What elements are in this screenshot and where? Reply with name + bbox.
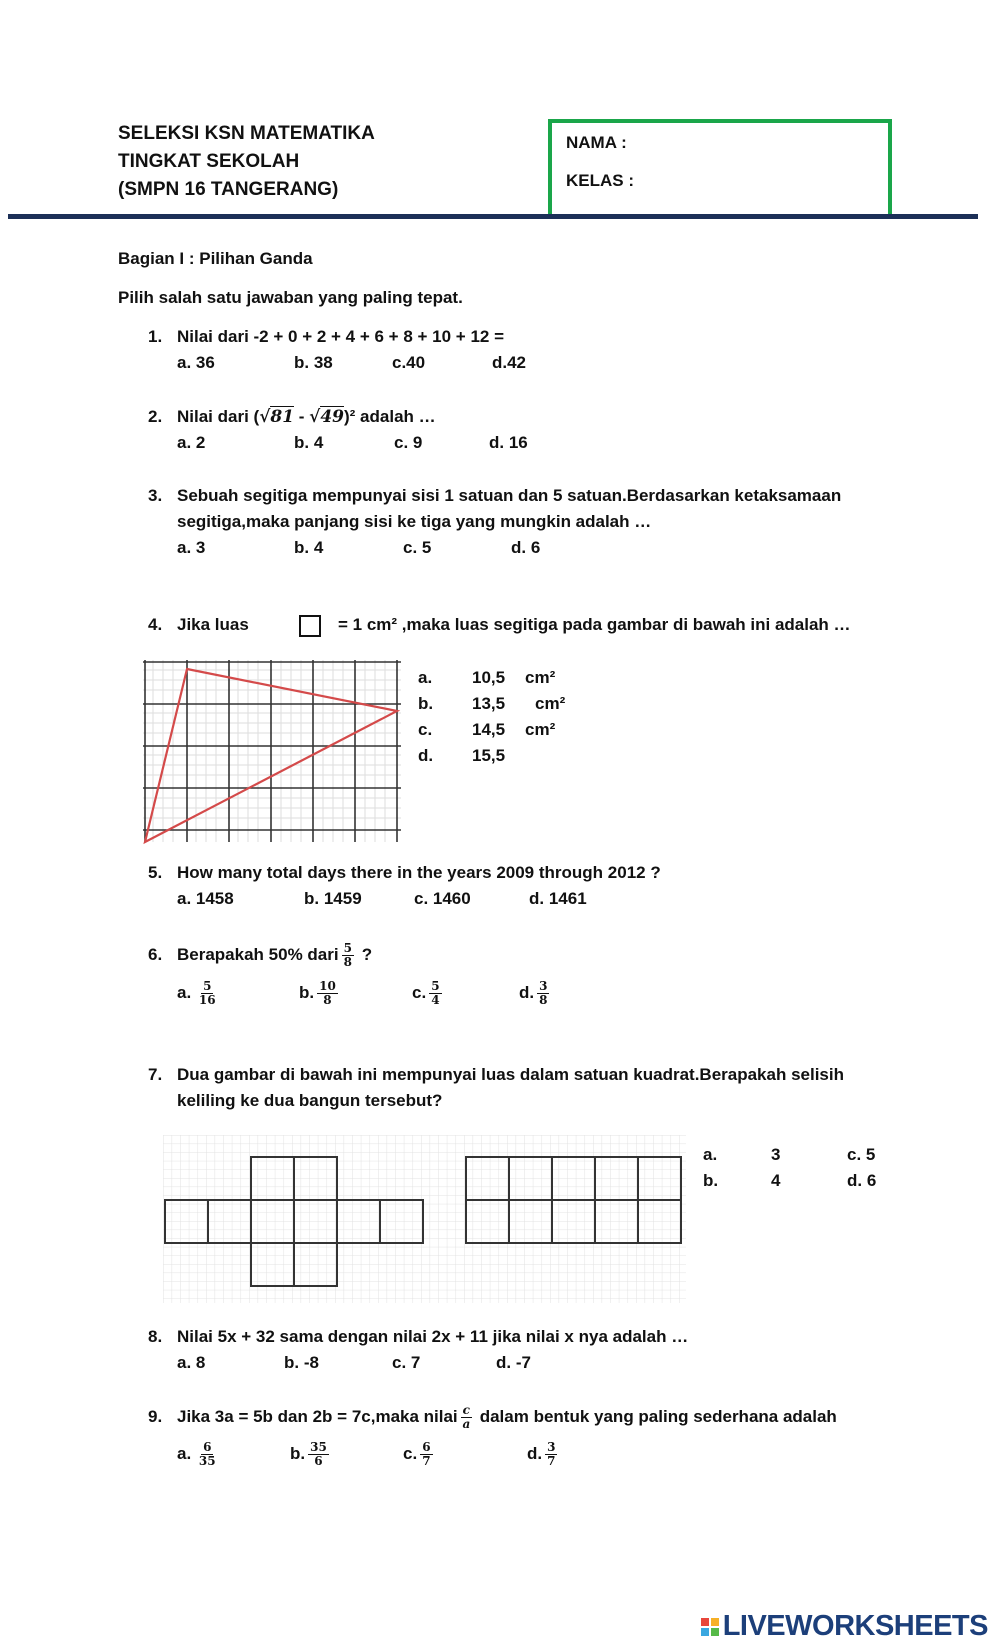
q7-option-b-label[interactable]: b. <box>703 1171 719 1190</box>
q9-option-d[interactable]: d. $\frac{3}{7}$ <box>527 1440 556 1469</box>
q5-option-d[interactable]: d. 1461 <box>529 889 587 908</box>
q6-option-d[interactable]: d. $\frac{3}{8}$ <box>519 979 548 1008</box>
q5-option-a[interactable]: a. 1458 <box>177 889 234 908</box>
q4-option-unit: cm² <box>535 694 566 713</box>
q2-option-d[interactable]: d. 16 <box>489 433 528 452</box>
q4-option-value: 14,5 <box>472 720 506 739</box>
question-9-number: 9. <box>148 1407 163 1426</box>
two-shapes-grid-figure <box>163 1135 688 1305</box>
question-4-suffix: = 1 cm² ,maka luas segitiga pada gambar di bawah ini adalah … <box>338 615 851 634</box>
q4-option-unit: cm² <box>525 720 556 739</box>
q9-option-c[interactable]: c. $\frac{6}{7}$ <box>403 1440 431 1469</box>
question-6-text <box>177 942 372 969</box>
question-7-line-1: Dua gambar di bawah ini mempunyai luas dalam satuan kuadrat.Berapakah selisih <box>177 1065 844 1084</box>
header-divider <box>8 214 978 219</box>
kelas-field[interactable]: KELAS : <box>566 171 634 190</box>
q1-option-d[interactable]: d.42 <box>492 353 527 372</box>
question-5-number: 5. <box>148 863 163 882</box>
unit-square-icon <box>299 615 321 637</box>
q4-option-letter: a. <box>418 668 433 687</box>
q1-option-c[interactable]: c.40 <box>392 353 426 372</box>
sqrt-49: √49 <box>309 407 345 427</box>
question-2-number: 2. <box>148 407 163 426</box>
header-title <box>118 120 375 204</box>
question-4-prefix: Jika luas <box>177 615 249 634</box>
q6-option-a[interactable]: a. $\frac{5}{16}$ <box>177 979 216 1008</box>
question-1-text: Nilai dari -2 + 0 + 2 + 4 + 6 + 8 + 10 + 12 = <box>177 327 505 346</box>
logo-text: LIVEWORKSHEETS <box>722 1610 988 1642</box>
q2-minus: - <box>294 407 310 426</box>
q9-option-b[interactable]: b. $\frac{35}{6}$ <box>290 1440 327 1469</box>
section-title: Bagian I : Pilihan Ganda <box>118 249 313 268</box>
q4-option-letter: b. <box>418 694 434 713</box>
sqrt-81: √81 <box>259 407 295 427</box>
q2-suffix: )² adalah … <box>344 407 436 426</box>
q9-fraction: $\frac{c}{a}$ <box>462 1403 471 1432</box>
title-line-2: TINGKAT SEKOLAH <box>118 151 300 172</box>
question-3-line-2: segitiga,maka panjang sisi ke tiga yang mungkin adalah … <box>177 512 652 531</box>
question-3-line-1: Sebuah segitiga mempunyai sisi 1 satuan dan 5 satuan.Berdasarkan ketaksamaan <box>177 486 842 505</box>
question-8-text: Nilai 5x + 32 sama dengan nilai 2x + 11 jika nilai x nya adalah … <box>177 1327 689 1346</box>
q5-option-c[interactable]: c. 1460 <box>414 889 471 908</box>
question-6-number: 6. <box>148 945 163 964</box>
q4-option-unit: cm² <box>525 668 556 687</box>
q1-option-a[interactable]: a. 36 <box>177 353 215 372</box>
q4-option-value: 13,5 <box>472 694 506 713</box>
q7-option-a-value[interactable]: 3 <box>771 1145 781 1164</box>
q2-option-a[interactable]: a. 2 <box>177 433 206 452</box>
q6-prefix: Berapakah 50% dari <box>177 945 339 964</box>
nama-field[interactable]: NAMA : <box>566 133 627 152</box>
q2-prefix: Nilai dari ( <box>177 407 260 426</box>
question-3-number: 3. <box>148 486 163 505</box>
q8-option-a[interactable]: a. 8 <box>177 1353 206 1372</box>
question-7-number: 7. <box>148 1065 163 1084</box>
q2-option-c[interactable]: c. 9 <box>394 433 423 452</box>
liveworksheets-logo[interactable] <box>701 1610 988 1643</box>
question-2-text <box>177 404 436 430</box>
q2-option-b[interactable]: b. 4 <box>294 433 324 452</box>
q8-option-b[interactable]: b. -8 <box>284 1353 319 1372</box>
q7-option-b-value[interactable]: 4 <box>771 1171 781 1190</box>
q6-option-c[interactable]: c. $\frac{5}{4}$ <box>412 979 440 1008</box>
q4-option-letter: d. <box>418 746 434 765</box>
q7-option-c[interactable]: c. 5 <box>847 1145 876 1164</box>
question-7-line-2: keliling ke dua bangun tersebut? <box>177 1091 443 1110</box>
triangle-grid-figure <box>143 660 405 846</box>
q3-option-b[interactable]: b. 4 <box>294 538 324 557</box>
q3-option-a[interactable]: a. 3 <box>177 538 206 557</box>
q8-option-d[interactable]: d. -7 <box>496 1353 531 1372</box>
q6-suffix: ? <box>361 945 373 964</box>
q4-option-value: 15,5 <box>472 746 506 765</box>
q6-option-b[interactable]: b. $\frac{10}{8}$ <box>299 979 336 1008</box>
section-instruction: Pilih salah satu jawaban yang paling tepat. <box>118 288 463 307</box>
question-5-text: How many total days there in the years 2009 through 2012 ? <box>177 863 661 882</box>
logo-icon <box>701 1618 719 1636</box>
q9-option-a[interactable]: a. $\frac{6}{35}$ <box>177 1440 216 1469</box>
q4-option-value: 10,5 <box>472 668 506 687</box>
q3-option-d[interactable]: d. 6 <box>511 538 541 557</box>
q3-option-c[interactable]: c. 5 <box>403 538 432 557</box>
q9-prefix: Jika 3a = 5b dan 2b = 7c,maka nilai <box>177 1407 458 1426</box>
title-line-1: SELEKSI KSN MATEMATIKA <box>118 123 375 144</box>
q8-option-c[interactable]: c. 7 <box>392 1353 421 1372</box>
q5-option-b[interactable]: b. 1459 <box>304 889 362 908</box>
q4-option-letter: c. <box>418 720 433 739</box>
q1-option-b[interactable]: b. 38 <box>294 353 333 372</box>
q7-option-a-label[interactable]: a. <box>703 1145 718 1164</box>
q9-suffix: dalam bentuk yang paling sederhana adalah <box>479 1407 837 1426</box>
student-info-box <box>548 119 892 215</box>
title-line-3: (SMPN 16 TANGERANG) <box>118 179 339 200</box>
question-8-number: 8. <box>148 1327 163 1346</box>
question-4-number: 4. <box>148 615 163 634</box>
question-1-number: 1. <box>148 327 163 346</box>
q7-option-d[interactable]: d. 6 <box>847 1171 877 1190</box>
q6-fraction: $\frac{5}{8}$ <box>343 941 352 970</box>
question-9-text <box>177 1404 837 1431</box>
